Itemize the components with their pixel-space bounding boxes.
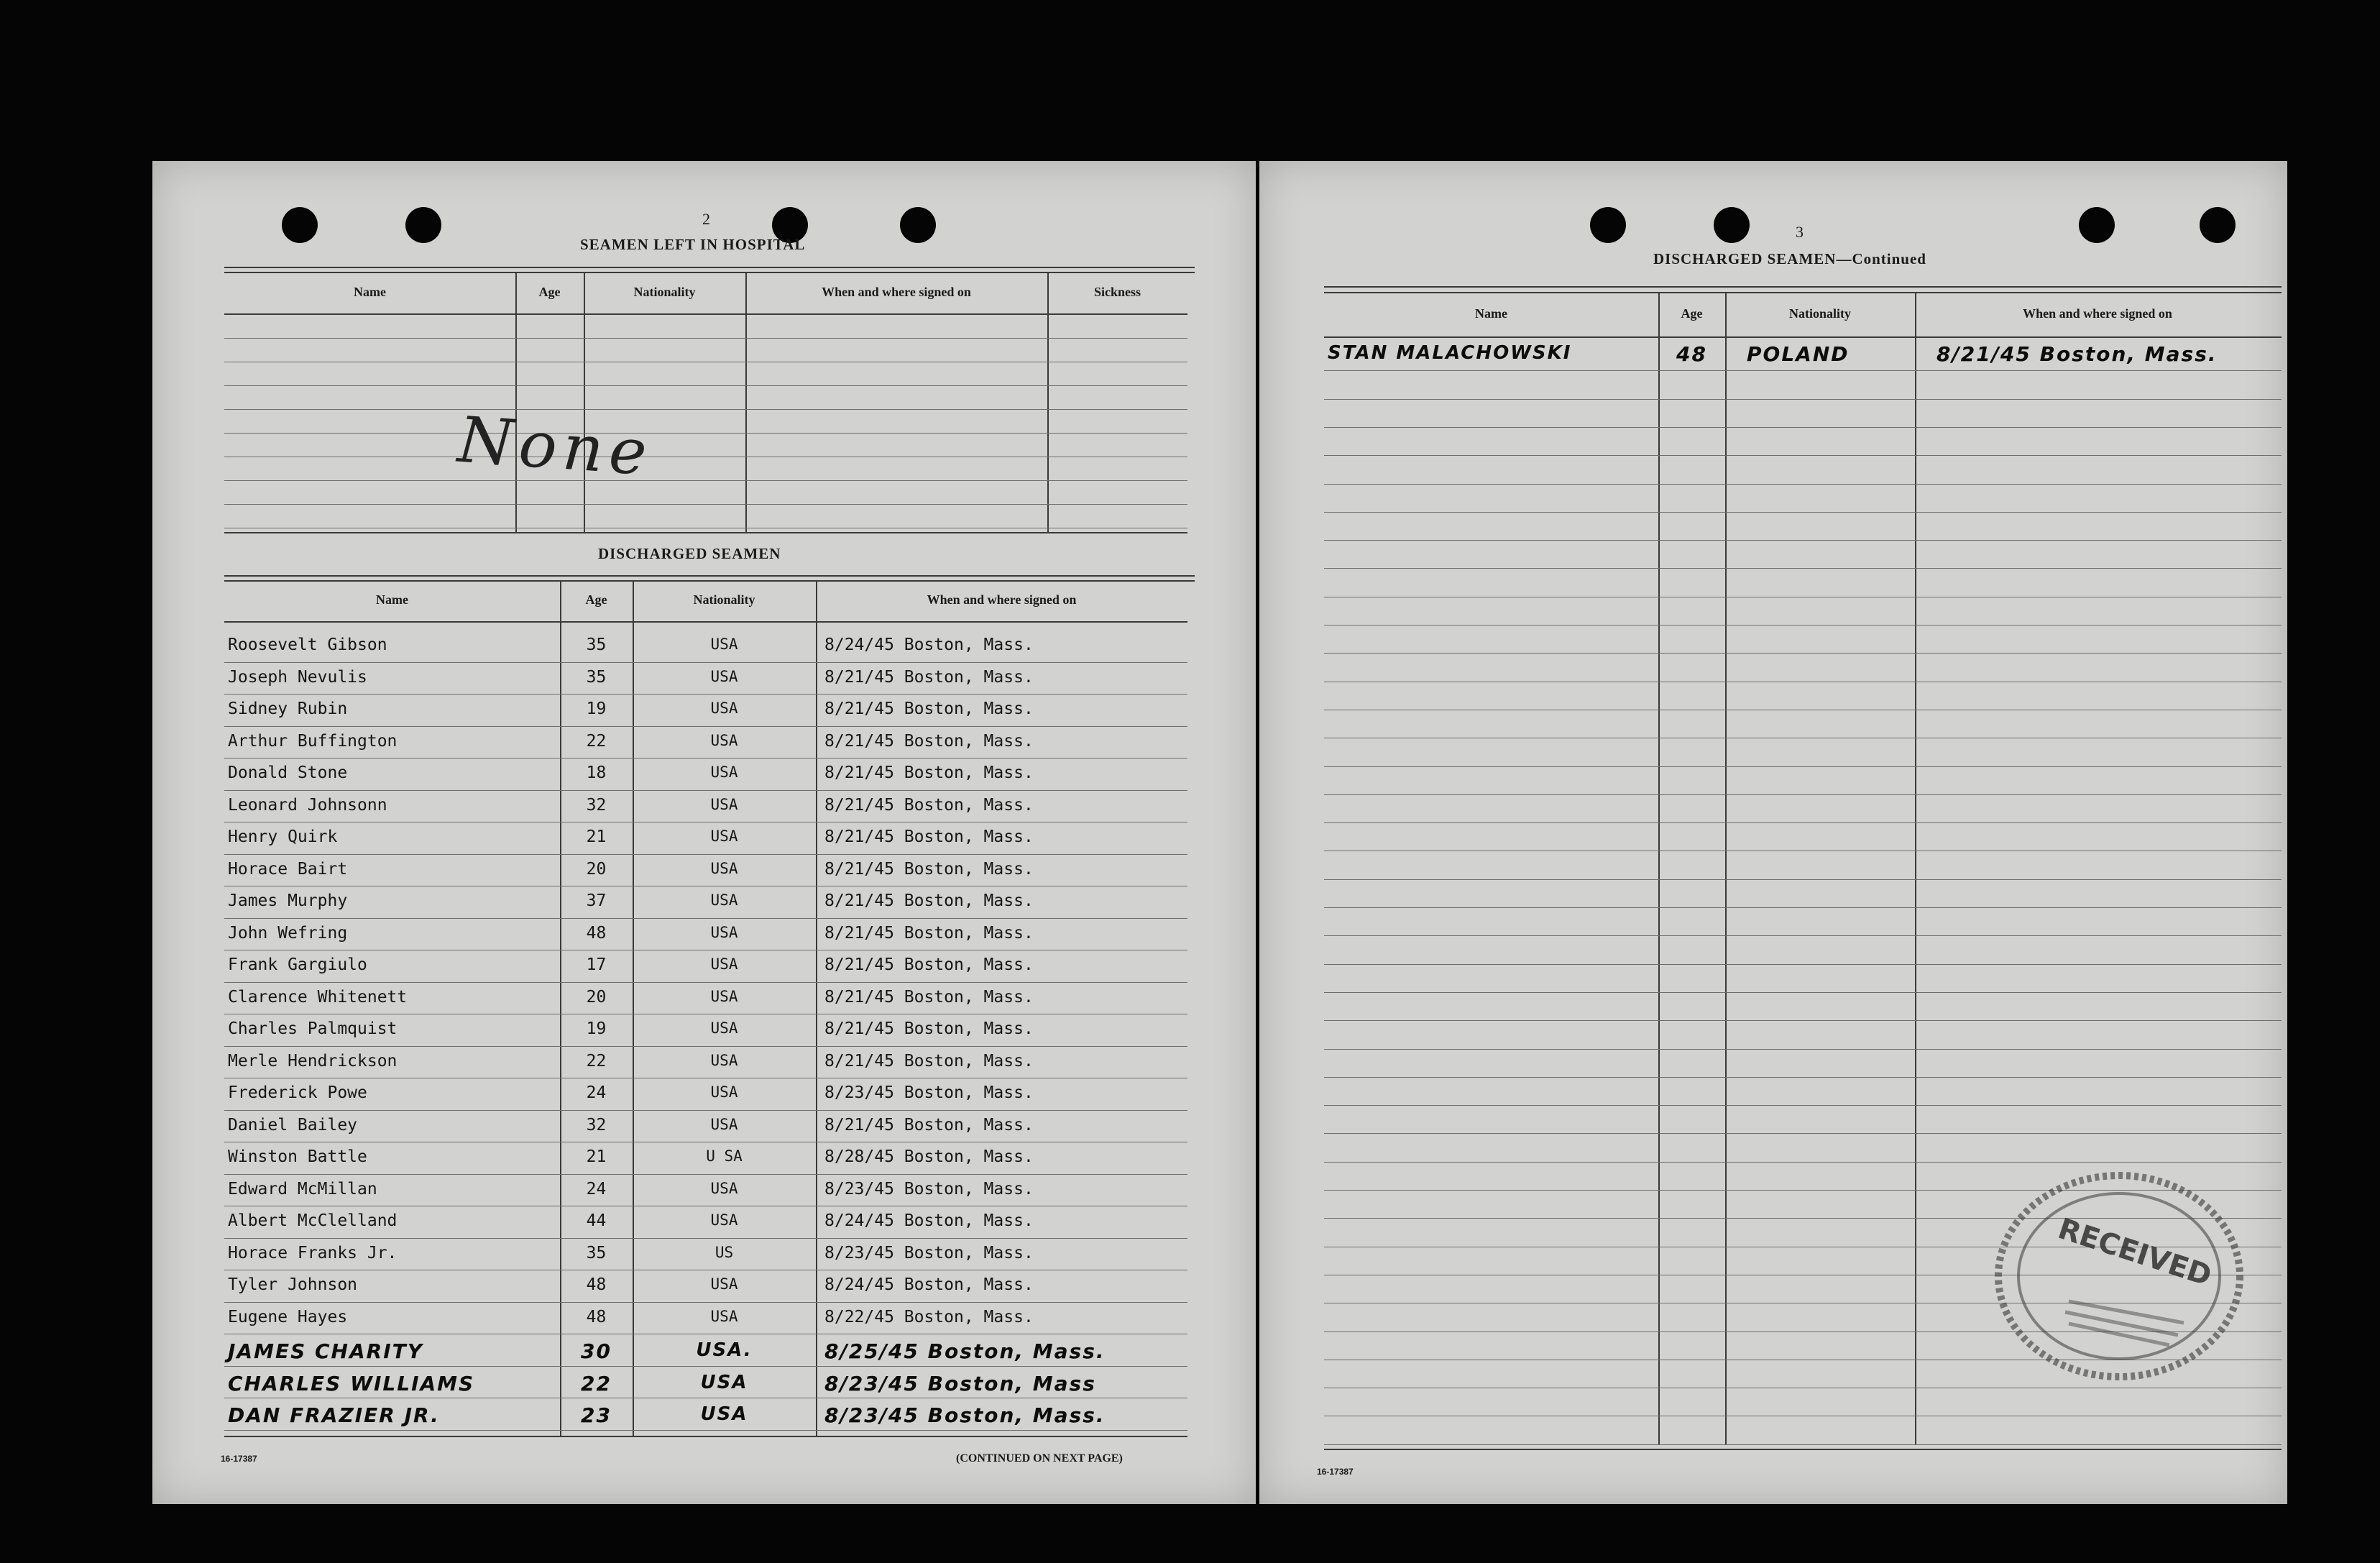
row-rule xyxy=(1324,1049,2282,1050)
seaman-age: 21 xyxy=(586,1147,607,1166)
seaman-nationality: USA xyxy=(710,1083,738,1101)
seaman-age: 48 xyxy=(1676,342,1707,366)
row-rule xyxy=(1324,455,2282,456)
seaman-name: Daniel Bailey xyxy=(228,1115,358,1135)
header-nationality: Nationality xyxy=(633,285,696,299)
form-code: 16-17387 xyxy=(221,1454,257,1464)
seaman-name: Leonard Johnsonn xyxy=(228,795,387,815)
seaman-age: 48 xyxy=(586,1275,607,1294)
seaman-signed-on: 8/21/45 Boston, Mass. xyxy=(824,1019,1034,1038)
seaman-nationality: USA xyxy=(710,636,738,653)
seaman-nationality: USA xyxy=(710,1115,738,1133)
seaman-nationality: USA xyxy=(710,1211,738,1229)
received-stamp xyxy=(1990,1168,2248,1384)
row-rule xyxy=(1324,964,2282,965)
seaman-name: Charles Palmquist xyxy=(228,1019,398,1038)
table-row xyxy=(152,951,1187,984)
row-rule xyxy=(1324,1162,2282,1163)
row-rule xyxy=(1324,568,2282,569)
rule xyxy=(1324,286,2282,288)
seaman-nationality: USA xyxy=(710,1019,738,1037)
table-row xyxy=(152,1271,1187,1303)
row-rule xyxy=(1324,370,2282,371)
seaman-name: Donald Stone xyxy=(228,764,348,782)
row-rule xyxy=(224,982,1187,983)
table-row xyxy=(152,792,1187,824)
rule xyxy=(224,1436,1187,1437)
seaman-age: 35 xyxy=(586,1243,607,1262)
seaman-name: Eugene Hayes xyxy=(228,1307,348,1326)
seaman-name: JAMES CHARITY xyxy=(228,1339,423,1363)
seaman-age: 20 xyxy=(586,859,607,879)
column-rule xyxy=(1047,272,1049,532)
row-rule xyxy=(224,433,1187,434)
punch-hole xyxy=(2200,207,2236,243)
seaman-nationality: USA xyxy=(710,795,738,813)
row-rule xyxy=(1324,992,2282,993)
continued-section-title: DISCHARGED SEAMEN—Continued xyxy=(1653,250,1926,267)
seaman-signed-on: 8/23/45 Boston, Mass. xyxy=(824,1083,1034,1102)
seaman-name: Tyler Johnson xyxy=(228,1275,358,1294)
rule xyxy=(1324,1449,2282,1450)
row-rule xyxy=(224,1174,1187,1175)
seaman-name: DAN FRAZIER JR. xyxy=(228,1403,440,1427)
row-rule xyxy=(1324,1020,2282,1021)
seaman-signed-on: 8/21/45 Boston, Mass. xyxy=(824,731,1034,751)
seaman-name: Sidney Rubin xyxy=(228,700,348,718)
row-rule xyxy=(224,1046,1187,1047)
seaman-age: 19 xyxy=(586,700,607,718)
column-rule xyxy=(1658,292,1660,1444)
seaman-signed-on: 8/23/45 Boston, Mass. xyxy=(824,1179,1034,1198)
seaman-signed-on: 8/21/45 Boston, Mass. xyxy=(824,828,1034,846)
seaman-signed-on: 8/21/45 Boston, Mass. xyxy=(824,700,1034,718)
column-rule xyxy=(584,272,585,532)
row-rule xyxy=(224,1302,1187,1303)
header-age: Age xyxy=(1681,306,1703,321)
left-page xyxy=(152,161,1256,1504)
row-rule xyxy=(1324,484,2282,485)
row-rule xyxy=(224,338,1187,339)
table-row xyxy=(152,695,1187,728)
seaman-age: 18 xyxy=(586,764,607,782)
row-rule xyxy=(1324,1444,2282,1445)
hospital-section-title: SEAMEN LEFT IN HOSPITAL xyxy=(580,236,806,253)
punch-hole xyxy=(2079,207,2115,243)
seaman-name: Frederick Powe xyxy=(228,1083,367,1102)
seaman-age: 48 xyxy=(586,923,607,943)
row-rule xyxy=(1324,1077,2282,1078)
seaman-age: 35 xyxy=(586,667,607,687)
seaman-age: 37 xyxy=(586,891,607,910)
seaman-name: STAN MALACHOWSKI xyxy=(1328,342,1572,364)
seaman-nationality: USA xyxy=(710,859,738,877)
row-rule xyxy=(224,1110,1187,1111)
seaman-signed-on: 8/21/45 Boston, Mass. xyxy=(824,795,1034,815)
seaman-name: Horace Bairt xyxy=(228,859,348,879)
seaman-age: 24 xyxy=(586,1179,607,1198)
header-name: Name xyxy=(354,285,386,299)
header-signed-on: When and where signed on xyxy=(822,285,971,299)
seaman-name: John Wefring xyxy=(228,923,348,943)
seaman-name: Henry Quirk xyxy=(228,828,338,846)
row-rule xyxy=(224,1430,1187,1431)
handwritten-none: None xyxy=(455,402,655,490)
row-rule xyxy=(1324,907,2282,908)
table-row xyxy=(152,1239,1187,1272)
seaman-signed-on: 8/24/45 Boston, Mass. xyxy=(824,1275,1034,1294)
header-signed-on: When and where signed on xyxy=(2023,306,2172,321)
seaman-nationality: USA xyxy=(710,1051,738,1069)
header-name: Name xyxy=(1475,306,1507,321)
punch-hole xyxy=(282,207,318,243)
table-row xyxy=(152,1048,1187,1080)
table-row xyxy=(152,1207,1187,1239)
row-rule xyxy=(224,504,1187,505)
seaman-age: 22 xyxy=(586,731,607,751)
seaman-name: Arthur Buffington xyxy=(228,731,398,751)
column-rule xyxy=(1725,292,1727,1444)
table-row xyxy=(152,1399,1187,1431)
rule xyxy=(224,532,1187,533)
seaman-name: Frank Gargiulo xyxy=(228,955,367,974)
seaman-signed-on: 8/23/45 Boston, Mass xyxy=(824,1371,1096,1395)
seaman-name: CHARLES WILLIAMS xyxy=(228,1371,475,1395)
row-rule xyxy=(1324,822,2282,823)
seaman-age: 22 xyxy=(581,1371,612,1395)
row-rule xyxy=(1324,653,2282,654)
rule xyxy=(224,575,1195,577)
seaman-name: Roosevelt Gibson xyxy=(228,636,387,654)
column-rule xyxy=(1915,292,1916,1444)
seaman-age: 22 xyxy=(586,1051,607,1071)
seaman-nationality: USA xyxy=(700,1403,748,1425)
row-rule xyxy=(224,662,1187,663)
row-rule xyxy=(224,1366,1187,1367)
seaman-signed-on: 8/21/45 Boston, Mass. xyxy=(1936,342,2218,366)
seaman-age: 20 xyxy=(586,987,607,1007)
row-rule xyxy=(1324,766,2282,767)
header-name: Name xyxy=(376,592,408,607)
seaman-age: 24 xyxy=(586,1083,607,1102)
row-rule xyxy=(1324,427,2282,428)
continued-note: (CONTINUED ON NEXT PAGE) xyxy=(956,1452,1123,1465)
row-rule xyxy=(1324,935,2282,936)
punch-hole xyxy=(1590,207,1626,243)
seaman-nationality: USA xyxy=(710,891,738,909)
seaman-signed-on: 8/21/45 Boston, Mass. xyxy=(824,859,1034,879)
seaman-nationality: USA. xyxy=(696,1339,753,1361)
page-number: 3 xyxy=(1796,223,1804,241)
table-row xyxy=(152,856,1187,888)
seaman-nationality: U SA xyxy=(706,1147,743,1165)
seaman-signed-on: 8/21/45 Boston, Mass. xyxy=(824,1051,1034,1071)
row-rule xyxy=(224,854,1187,855)
table-row xyxy=(152,1015,1187,1048)
table-row xyxy=(152,1175,1187,1208)
table-row xyxy=(152,920,1187,952)
seaman-nationality: USA xyxy=(710,955,738,973)
row-rule xyxy=(1324,1133,2282,1134)
form-code: 16-17387 xyxy=(1317,1467,1354,1477)
seaman-signed-on: 8/21/45 Boston, Mass. xyxy=(824,667,1034,687)
table-row xyxy=(152,1303,1187,1336)
table-row xyxy=(152,728,1187,760)
seaman-signed-on: 8/21/45 Boston, Mass. xyxy=(824,955,1034,974)
table-row xyxy=(152,1335,1187,1367)
seaman-name: Horace Franks Jr. xyxy=(228,1243,398,1262)
rule xyxy=(224,267,1195,268)
seaman-signed-on: 8/25/45 Boston, Mass. xyxy=(824,1339,1106,1363)
header-nationality: Nationality xyxy=(1788,306,1851,321)
header-sickness: Sickness xyxy=(1093,285,1141,299)
rule xyxy=(224,272,1195,273)
row-rule xyxy=(224,480,1187,481)
rule xyxy=(1324,336,2282,338)
seaman-age: 17 xyxy=(586,955,607,974)
seaman-signed-on: 8/21/45 Boston, Mass. xyxy=(824,987,1034,1007)
seaman-name: Edward McMillan xyxy=(228,1179,377,1198)
seaman-nationality: USA xyxy=(710,1179,738,1197)
row-rule xyxy=(224,385,1187,386)
seaman-nationality: POLAND xyxy=(1747,342,1850,366)
seaman-name: Albert McClelland xyxy=(228,1211,398,1230)
rule xyxy=(224,621,1187,623)
seaman-nationality: USA xyxy=(710,987,738,1005)
seaman-age: 30 xyxy=(581,1339,612,1363)
header-nationality: Nationality xyxy=(693,592,755,607)
table-row xyxy=(152,984,1187,1016)
seaman-signed-on: 8/28/45 Boston, Mass. xyxy=(824,1147,1034,1166)
seaman-nationality: USA xyxy=(710,667,738,685)
row-rule xyxy=(224,1238,1187,1239)
seaman-nationality: USA xyxy=(710,1275,738,1293)
seaman-signed-on: 8/21/45 Boston, Mass. xyxy=(824,1115,1034,1135)
punch-hole xyxy=(1714,207,1750,243)
row-rule xyxy=(224,409,1187,410)
discharged-section-title: DISCHARGED SEAMEN xyxy=(598,545,781,562)
row-rule xyxy=(1324,794,2282,795)
seaman-signed-on: 8/22/45 Boston, Mass. xyxy=(824,1307,1034,1326)
row-rule xyxy=(1324,512,2282,513)
seaman-signed-on: 8/24/45 Boston, Mass. xyxy=(824,1211,1034,1230)
seaman-nationality: USA xyxy=(710,700,738,717)
seaman-age: 19 xyxy=(586,1019,607,1038)
table-row xyxy=(152,759,1187,792)
row-rule xyxy=(1324,399,2282,400)
table-row xyxy=(152,1111,1187,1144)
table-row xyxy=(152,1079,1187,1111)
seaman-signed-on: 8/21/45 Boston, Mass. xyxy=(824,923,1034,943)
seaman-signed-on: 8/23/45 Boston, Mass. xyxy=(824,1403,1106,1427)
punch-hole xyxy=(900,207,936,243)
page-number: 2 xyxy=(702,210,710,228)
seaman-nationality: USA xyxy=(710,1307,738,1325)
seaman-nationality: US xyxy=(715,1243,734,1261)
punch-hole xyxy=(405,207,441,243)
seaman-nationality: USA xyxy=(710,764,738,781)
seaman-name: Clarence Whitenett xyxy=(228,987,408,1007)
header-age: Age xyxy=(585,592,607,607)
column-rule xyxy=(745,272,747,532)
column-rule xyxy=(515,272,517,532)
seaman-age: 32 xyxy=(586,1115,607,1135)
seaman-name: Joseph Nevulis xyxy=(228,667,367,687)
row-rule xyxy=(1324,540,2282,541)
table-row xyxy=(152,887,1187,920)
seaman-signed-on: 8/24/45 Boston, Mass. xyxy=(824,636,1034,654)
header-signed-on: When and where signed on xyxy=(927,592,1077,607)
table-row xyxy=(152,1367,1187,1400)
seaman-name: Winston Battle xyxy=(228,1147,367,1166)
row-rule xyxy=(224,726,1187,727)
row-rule xyxy=(224,918,1187,919)
seaman-age: 32 xyxy=(586,795,607,815)
row-rule xyxy=(224,694,1187,695)
stamp-text: RECEIVED xyxy=(2054,1212,2216,1293)
row-rule xyxy=(224,790,1187,791)
table-row xyxy=(152,664,1187,696)
seaman-nationality: USA xyxy=(710,828,738,845)
table-row xyxy=(152,631,1187,664)
seaman-signed-on: 8/23/45 Boston, Mass. xyxy=(824,1243,1034,1262)
seaman-name: Merle Hendrickson xyxy=(228,1051,398,1071)
row-rule xyxy=(1324,1105,2282,1106)
seaman-name: James Murphy xyxy=(228,891,348,910)
seaman-age: 35 xyxy=(586,636,607,654)
rule xyxy=(1324,292,2282,293)
seaman-nationality: USA xyxy=(710,731,738,749)
table-row xyxy=(1259,342,2287,370)
row-rule xyxy=(1324,879,2282,880)
rule xyxy=(224,313,1187,315)
seaman-age: 44 xyxy=(586,1211,607,1230)
header-age: Age xyxy=(538,285,561,299)
seaman-signed-on: 8/21/45 Boston, Mass. xyxy=(824,764,1034,782)
seaman-nationality: USA xyxy=(710,923,738,941)
seaman-nationality: USA xyxy=(700,1371,748,1393)
seaman-age: 21 xyxy=(586,828,607,846)
rule xyxy=(224,580,1195,582)
table-row xyxy=(152,823,1187,856)
table-row xyxy=(152,1143,1187,1175)
seaman-age: 48 xyxy=(586,1307,607,1326)
seaman-age: 23 xyxy=(581,1403,612,1427)
seaman-signed-on: 8/21/45 Boston, Mass. xyxy=(824,891,1034,910)
